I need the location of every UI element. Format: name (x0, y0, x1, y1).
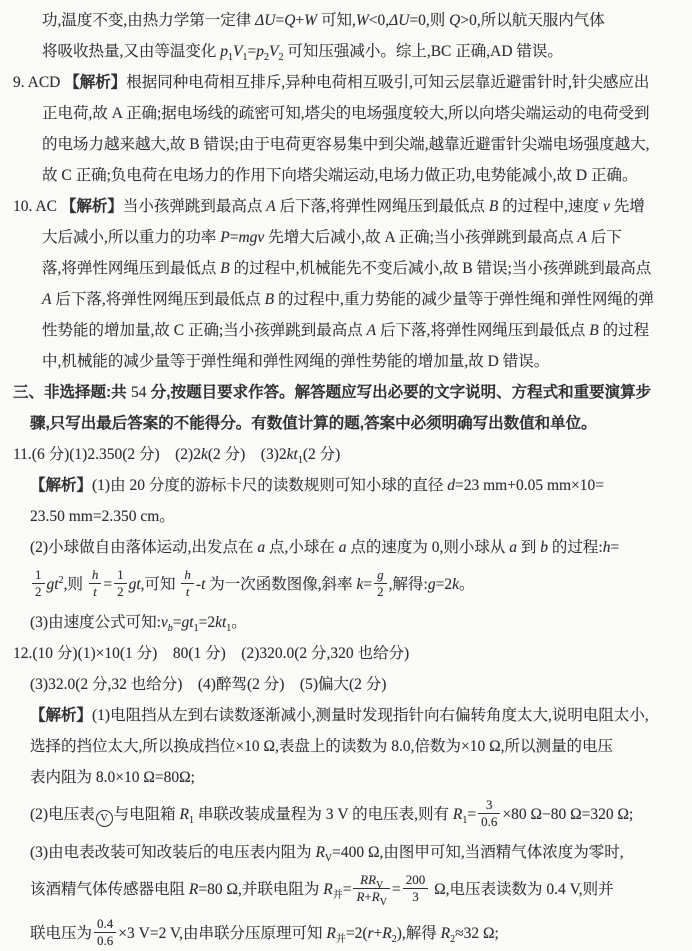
document-line: 23.50 mm=2.350 cm。 (30, 508, 175, 525)
math-var: B (589, 322, 599, 339)
document-line: (3)32.0(2 分,32 也给分) (4)醉驾(2 分) (5)偏大(2 分) (30, 676, 387, 693)
math-var: ΔU (389, 12, 410, 29)
bold-text: 【解析】 (64, 74, 127, 91)
math-var: k (215, 614, 222, 631)
math-var: g (181, 614, 190, 631)
math-var: gt (46, 576, 59, 593)
math-var: B (264, 291, 275, 308)
math-var-subscript: $R_2$ (382, 925, 397, 945)
document-line: (3)由电表改装可知改装后的电压表内阻为 $R_V=400$ Ω,由图甲可知,当酒精气体浓度为零时, (30, 844, 624, 864)
math-var-subscript: $V_2$ (268, 43, 284, 63)
bold-text: 骤,只写出最后答案的不能得分。有数值计算的题,答案中必须明确写出数值和单位。 (30, 415, 597, 432)
math-var: Q (449, 12, 461, 29)
math-var: g (377, 566, 384, 582)
superscript: 2 (58, 575, 64, 586)
math-var-subscript: $R_V$ (315, 844, 333, 864)
fraction: $\frac{RR_V}{R+R_V}$ (353, 872, 389, 906)
document-line: 9. ACD 【解析】根据同种电荷相互排斥,异种电荷相互吸引,可知云层靠近避雷针时,针尖感应出 (13, 74, 650, 91)
document-line: 中,机械能的减少量等于弹性绳和弹性网绳的弹性势能的增加量,故 D 错误。 (42, 353, 550, 370)
fraction: $\frac{0.4}{0.6}$ (94, 916, 116, 950)
math-var: h (91, 566, 99, 582)
math-var: a (509, 539, 517, 556)
fraction: $\frac{200}{3}$ (403, 872, 429, 906)
math-var: k (286, 446, 294, 463)
document-line: 正电荷,故 A 正确;据电场线的疏密可知,塔尖的电场强度较大,所以向塔尖端运动的电荷受到 (42, 105, 650, 122)
document-line: 大后减小,所以重力的功率 P=mgv 先增大后减小,故 A 正确;当小孩弹跳到最高点 A 后下 (42, 229, 622, 246)
math-var: t (201, 576, 206, 593)
math-var: R (188, 881, 199, 898)
math-var: B (220, 260, 230, 277)
document-line: 11.(6 分)(1)2.350(2 分) (2)2k(2 分) $(3)2kt_1(2$ 分) (13, 446, 341, 466)
math-var: k (200, 446, 208, 463)
math-var: v (602, 198, 610, 215)
document-line: 该酒精气体传感器电阻 R=80 Ω,并联电阻为 $R_并=$ $\frac{RR_V}{R+R_V}$ = $\frac{200}{3}$ Ω,电压表读数为 0.4 V,则并 (30, 871, 614, 908)
document-line (0, 408, 692, 439)
document-line: (2)电压表 V 与电阻箱 $R_1$ 串联改装成量程为 3 V 的电压表,则有 $R_1=$ $\frac{3}{0.6}$ ×80 Ω−80 Ω=320 Ω; (30, 796, 634, 829)
math-var: a (257, 539, 266, 556)
math-var: t (185, 583, 190, 599)
math-var-subscript: $t_1$ (189, 614, 199, 634)
math-var: W (355, 12, 369, 29)
math-var: gt (128, 576, 141, 593)
document-line: A 后下落,将弹性网绳压到最低点 B 的过程中,重力势能的减少量等于弹性绳和弹性网绳的弹 (42, 291, 654, 308)
math-var: h (602, 539, 611, 556)
bold-text: 【解析】 (30, 477, 93, 494)
math-var-subscript: $V_1$ (233, 43, 248, 63)
bold-text: 【解析】 (60, 198, 123, 215)
math-var: W (304, 12, 318, 29)
document-line: 【解析】(1)由 20 分度的游标卡尺的读数规则可知小球的直径 d=23 mm+0.05 mm×10= (30, 477, 605, 494)
math-var: mgv (238, 229, 265, 246)
document-line: 性势能的增加量,故 C 正确;当小孩弹跳到最高点 A 后下落,将弹性网绳压到最低点 B 的过程 (42, 322, 650, 339)
math-var-subscript: $R_并$ (326, 925, 346, 945)
math-var-subscript: $p_2$ (256, 43, 269, 63)
math-var: t (93, 583, 97, 599)
document-line: 选择的挡位太大,所以换成挡位×10 Ω,表盘上的读数为 8.0,倍数为×10 Ω,所以测量的电压 (30, 738, 614, 755)
math-var: b (540, 539, 548, 556)
bold-text: 分,按题目要求作答。解答题应写出必要的文字说明、方程式和重要演算步 (146, 384, 652, 401)
math-var: r (367, 925, 374, 942)
math-var-subscript: $p_1$ (220, 43, 234, 63)
voltmeter-icon: V (96, 810, 113, 827)
math-var: R (360, 871, 369, 887)
document-line: 故 C 正确;负电荷在电场力的作用下向塔尖端运动,电场力做正功,电势能减小,故 D 正确。 (42, 167, 638, 184)
math-var-subscript: $R_V$ (368, 871, 384, 891)
math-var: g (427, 576, 436, 593)
math-var: P (220, 229, 230, 246)
math-var: a (338, 539, 347, 556)
document-line: $\frac{1}{2}$ $gt^2$,则 $\frac{h}{t}$ = $\frac{1}{2}$ gt,可知 $\frac{h}{t}$ -t 为一次函数图像,斜率 k= $\frac{g}{2}$ ,解得:g=2k。 (0, 563, 692, 607)
document-line: 表内阻为 8.0×10 Ω=80Ω; (30, 769, 195, 786)
math-var-subscript: $t_1$ (293, 446, 303, 466)
math-var-subscript: $R_V$ (371, 888, 387, 908)
math-var: A (266, 198, 276, 215)
math-var: ΔU (255, 12, 276, 29)
math-var: B (488, 198, 499, 215)
document-line: 将吸收热量,又由等温变化 $p_1V_1=p_2V_2$ 可知压强减小。综上,BC 正确,AD 错误。 (42, 43, 563, 63)
bold-text: 三、非选择题:共 (13, 384, 131, 401)
math-var: k (356, 576, 364, 593)
document-line: 10. AC 【解析】当小孩弹跳到最高点 A 后下落,将弹性网绳压到最低点 B 的过程中,速度 v 先增 (13, 198, 645, 215)
math-var: A (366, 322, 377, 339)
math-var-subscript: $R_1$ (179, 806, 194, 826)
fraction: $\frac{1}{2}$ (114, 567, 127, 601)
math-var: A (577, 229, 587, 246)
document-line: 联电压为 $\frac{0.4}{0.6}$ ×3 V=2 V,由串联分压原理可知 $R_并=2(r+R_2)$,解得 $R_2\approx 32$ Ω; (30, 915, 499, 948)
document-line: (2)小球做自由落体运动,出发点在 a 点,小球在 a 点的速度为 0,则小球从 a 到 b 的过程:h= (30, 539, 620, 556)
math-var: A (42, 291, 52, 308)
fraction (89, 567, 102, 601)
bold-text: 【解析】 (30, 707, 93, 724)
math-var: k (452, 576, 459, 593)
document-line: 【解析】(1)电阻挡从左到右读数逐渐减小,测量时发现指针向右偏转角度太大,说明电阻太小, (30, 707, 649, 724)
document-line: (3)由速度公式可知$:v_b=gt_1=2kt_1$。 (30, 614, 247, 634)
fraction: $\frac{3}{0.6}$ (478, 797, 500, 831)
fraction: $\frac{g}{2}$ (374, 567, 387, 601)
math-var-subscript: $R_1$ (452, 806, 468, 826)
document-line: 功,温度不变,由热力学第一定律 ΔU=Q+W 可知,W<0,ΔU=0,则 Q>0,所以航天服内气体 (42, 12, 605, 29)
document-line: 的电场力越来越大,故 B 错误;由于电荷更容易集中到尖端,越靠近避雷针尖端电场强度越大, (42, 136, 650, 153)
fraction: $\frac{1}{2}$ (32, 567, 45, 601)
math-var: d (447, 477, 455, 494)
document-line: 落,将弹性网绳压到最低点 B 的过程中,机械能先不变后减小,故 B 错误;当小孩弹跳到最高点 (42, 260, 652, 277)
page-body (0, 5, 692, 951)
math-var-subscript: $R_2$ (440, 925, 456, 945)
math-var-subscript: $t_1$ (221, 614, 232, 634)
document-line: 12.(10 分)(1)×10(1 分) 80(1 分) (2)320.0(2 分,320 也给分) (13, 645, 410, 662)
math-var: h (184, 566, 191, 582)
math-var-subscript: $R_并$ (323, 881, 343, 901)
math-var: R (356, 888, 365, 904)
math-var-subscript: $v_b$ (160, 614, 173, 634)
document-line: 三、非选择题:共 54 分,按题目要求作答。解答题应写出必要的文字说明、方程式和重要演算步 (13, 384, 652, 401)
math-var: Q (284, 12, 296, 29)
fraction (181, 567, 194, 601)
